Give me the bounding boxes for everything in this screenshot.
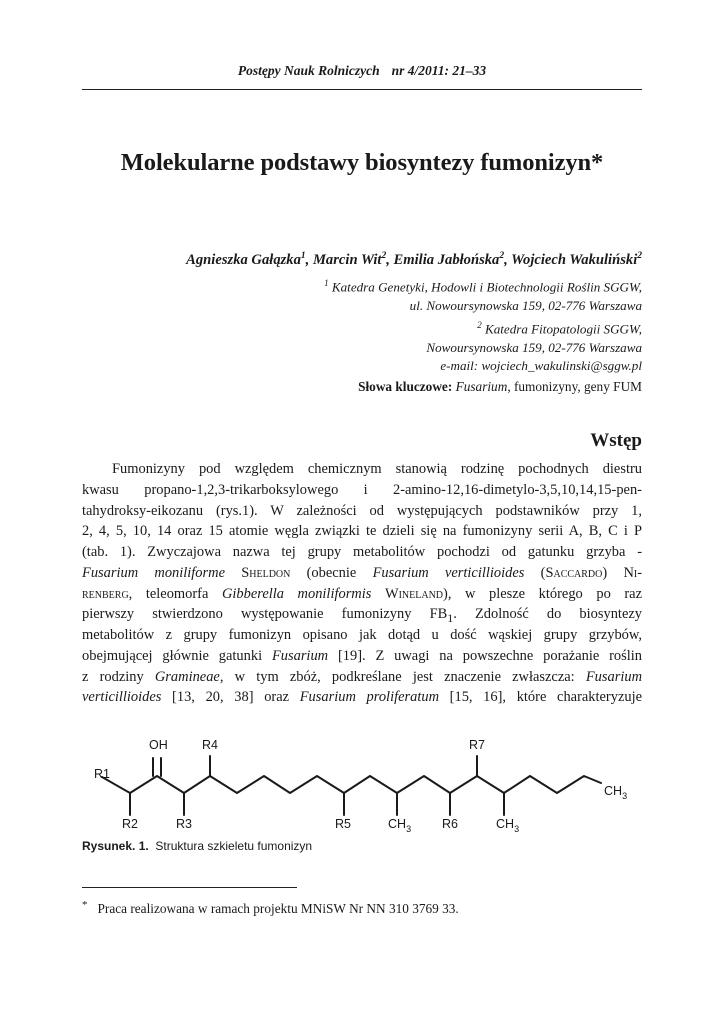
label-ch3-a: $CH_3$ bbox=[388, 817, 412, 833]
label-r4: R4 bbox=[202, 738, 218, 752]
text-line: obejmującej głównie gatunki Fusarium [19]. Z uwagi na powszechne porażanie roślin bbox=[82, 647, 643, 664]
footnote-mark: * bbox=[82, 899, 88, 911]
section-heading: Wstęp bbox=[590, 430, 642, 451]
carbon-backbone bbox=[102, 756, 601, 815]
keywords-rest: , fumonizyny, geny FUM bbox=[507, 379, 642, 394]
author-name: Wojciech Wakuliński bbox=[511, 251, 638, 268]
author-affiliation-mark: 2 bbox=[381, 251, 387, 261]
contact-email: e-mail: wojciech_wakulinski@sggw.pl bbox=[440, 358, 642, 374]
label-r5: R5 bbox=[335, 817, 351, 831]
text-line: 2, 4, 5, 10, 14 oraz 15 atomie węgla związki te dzieli się na fumonizyny serii A, B, C i P bbox=[82, 523, 642, 540]
text-line: metabolitów z grupy fumonizyn opisano jak dotąd u dość wąskiej grupy grzybów, bbox=[82, 627, 642, 643]
footnote-rule bbox=[82, 887, 297, 888]
label-r2: R2 bbox=[122, 817, 138, 831]
author-list: Agnieszka Gałązka$^1$, Marcin Wit$^2$, Emilia Jabłońska$^2$, Wojciech Wakuliński$^2$ bbox=[186, 251, 642, 268]
keywords-label: Słowa kluczowe: bbox=[358, 379, 453, 394]
running-header bbox=[82, 63, 642, 79]
text-line: kwasu propano-1,2,3-trikarboksylowego i 2-amino-12,16-dimetylo-3,5,10,14,15-pen- bbox=[82, 481, 642, 498]
text-line: renberg, teleomorfa Gibberella moniliformis Wineland), w plesze którego po raz bbox=[82, 585, 642, 602]
label-ch3-b: $CH_3$ bbox=[496, 817, 520, 833]
author-affiliation-mark: 2 bbox=[637, 251, 642, 261]
text-line: (tab. 1). Zwyczajowa nazwa tej grupy metabolitów pochodzi od gatunku grzyba - bbox=[82, 544, 642, 560]
label-r6: R6 bbox=[442, 817, 458, 831]
label-r3: R3 bbox=[176, 817, 192, 831]
text-line: pierwszy stwierdzono występowanie fumonizyny $FB_1$. Zdolność do biosyntezy bbox=[82, 606, 642, 626]
text-line: Fumonizyny pod względem chemicznym stanowią rodzinę pochodnych diestru bbox=[112, 461, 642, 477]
affiliation-1-address: ul. Nowoursynowska 159, 02-776 Warszawa bbox=[409, 297, 642, 313]
affiliation-1: $^1$ Katedra Genetyki, Hodowli i Biotechnologii Roślin SGGW, bbox=[324, 278, 642, 295]
text-line: verticillioides [13, 20, 38] oraz Fusarium proliferatum [15, 16], które charakteryzuje bbox=[82, 689, 642, 706]
text-line: tahydroksy-eikozanu (rys.1). W zależności od występujących podstawników przy 1, bbox=[82, 502, 642, 519]
caption-label: Rysunek. 1. bbox=[82, 839, 149, 853]
author-name: Marcin Wit bbox=[312, 251, 382, 268]
keywords bbox=[358, 379, 642, 395]
label-r7: R7 bbox=[469, 738, 485, 752]
text-line: z rodziny Gramineae, w tym zbóż, podkreślane jest znaczenie zwłaszcza: Fusarium bbox=[82, 668, 643, 685]
label-ch3-c: $CH_3$ bbox=[604, 784, 628, 801]
author-name: Emilia Jabłońska bbox=[393, 251, 500, 268]
caption-text: Struktura szkieletu fumonizyn bbox=[155, 839, 313, 853]
fumonisin-skeleton-figure bbox=[82, 733, 642, 838]
author-affiliation-mark: 2 bbox=[499, 251, 505, 261]
text-line: Fusarium moniliforme Sheldon (obecnie Fusarium verticillioides (Saccardo) Ni- bbox=[82, 564, 643, 581]
affiliation-2-address: Nowoursynowska 159, 02-776 Warszawa bbox=[426, 339, 642, 355]
journal-issue: nr 4/2011: 21–33 bbox=[391, 63, 487, 78]
affiliation-2: $^2$ Katedra Fitopatologii SGGW, bbox=[477, 319, 642, 336]
keyword-italic: Fusarium bbox=[455, 379, 508, 394]
footnote bbox=[82, 901, 459, 917]
body-paragraph bbox=[82, 459, 642, 708]
author-name: Agnieszka Gałązka bbox=[186, 251, 301, 268]
journal-name: Postępy Nauk Rolniczych bbox=[237, 63, 380, 78]
author-affiliation-mark: 1 bbox=[300, 251, 306, 261]
label-oh: OH bbox=[149, 738, 168, 752]
label-r1: R1 bbox=[94, 767, 110, 781]
affiliations bbox=[324, 274, 642, 376]
footnote-text: Praca realizowana w ramach projektu MNiSW Nr NN 310 3769 33. bbox=[97, 901, 459, 916]
chemical-structure-diagram bbox=[82, 733, 642, 833]
figure-caption bbox=[82, 839, 312, 853]
header-rule bbox=[82, 89, 642, 90]
article-title: Molekularne podstawy biosyntezy fumonizyn* bbox=[120, 149, 604, 176]
